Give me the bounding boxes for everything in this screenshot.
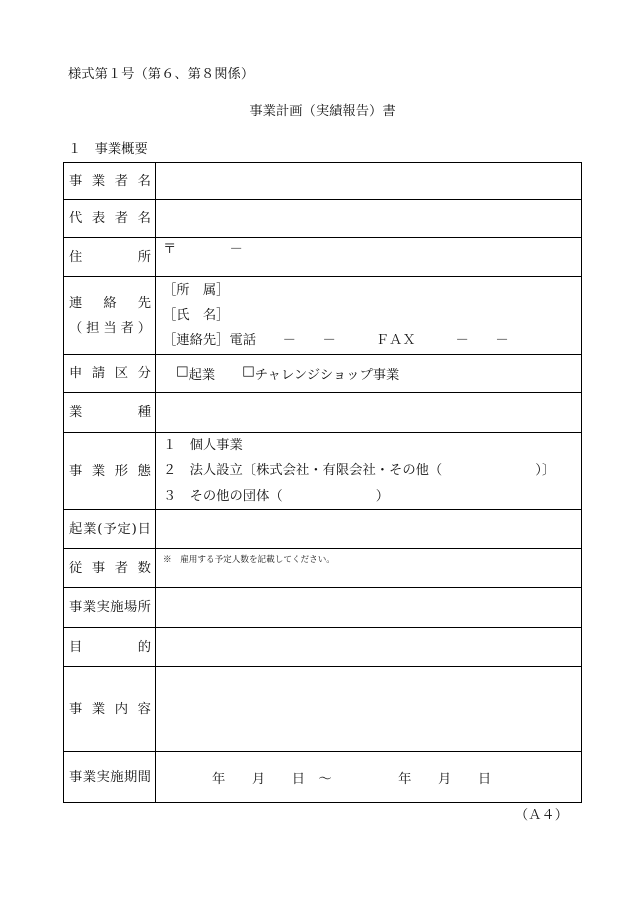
label-char: 業 — [69, 405, 83, 420]
label-char: 業 — [82, 600, 97, 615]
label-char: 業 — [83, 521, 97, 537]
label-char: （ — [69, 320, 83, 336]
field-industry — [156, 393, 582, 433]
label-employees — [64, 549, 156, 588]
label-char: ） — [137, 320, 151, 336]
field-period — [156, 752, 582, 803]
option-startup — [176, 364, 215, 383]
checkbox-icon: □ — [176, 364, 189, 379]
section-heading: １ 事業概要 — [68, 142, 148, 157]
label-char: 事 — [91, 560, 106, 576]
label-text — [69, 635, 151, 660]
label-char: 場 — [123, 600, 138, 615]
label-text — [69, 206, 151, 231]
label-char: 者 — [114, 560, 129, 576]
label-subtext — [69, 316, 151, 341]
label-text — [69, 459, 151, 484]
label-char: 従 — [69, 560, 83, 576]
label-char: 的 — [137, 639, 151, 655]
field-address — [156, 238, 582, 277]
label-char: 目 — [69, 639, 83, 655]
label-description — [64, 667, 156, 752]
label-char: 事 — [69, 173, 83, 189]
postal-code-line: 〒 － — [163, 242, 243, 257]
label-char: 実 — [96, 769, 110, 785]
label-business-name — [64, 163, 156, 200]
label-char: 連 — [69, 295, 83, 311]
field-business-name — [156, 163, 582, 200]
label-char: 事 — [69, 600, 83, 615]
label-char: 数 — [137, 560, 151, 576]
option-label: 起業 — [188, 368, 216, 383]
label-char: ) — [131, 521, 137, 537]
label-business-form — [64, 433, 156, 510]
checkbox-icon: □ — [242, 364, 255, 379]
label-char: 名 — [137, 173, 151, 189]
label-char: 者 — [114, 211, 129, 226]
label-char: 日 — [137, 521, 151, 537]
business-form-item: １ 個人事業 — [163, 437, 243, 453]
field-representative — [156, 200, 582, 238]
label-char: 分 — [137, 366, 151, 381]
label-char: 表 — [91, 211, 106, 226]
contact-name: ［氏 名］ — [163, 308, 230, 323]
label-char: 業 — [91, 173, 106, 189]
label-char: 者 — [114, 173, 129, 189]
contact-lines — [163, 278, 509, 353]
label-application-type — [64, 355, 156, 393]
label-char: 業 — [91, 463, 106, 479]
label-text — [69, 556, 151, 581]
period-dates: 年 月 日 ～ 年 月 日 — [212, 771, 492, 787]
label-text — [69, 169, 151, 194]
label-text — [69, 400, 151, 425]
label-char: 名 — [137, 211, 151, 226]
field-location — [156, 588, 582, 628]
label-char: 容 — [137, 701, 151, 717]
label-char: 代 — [69, 211, 83, 226]
paper-size-label: （Ａ４） — [514, 808, 568, 823]
business-form-item: ３ その他の団体（ ） — [163, 488, 390, 504]
field-business-form — [156, 433, 582, 510]
label-char: 所 — [137, 600, 151, 615]
label-char: 請 — [91, 366, 106, 381]
field-start-date — [156, 510, 582, 549]
label-text — [69, 361, 151, 386]
label-char: ( — [97, 521, 103, 537]
label-char: 先 — [137, 295, 151, 311]
label-contact — [64, 277, 156, 355]
label-char: 業 — [91, 701, 106, 717]
contact-phone-fax: ［連絡先］電話 － － ＦＡＸ － － — [163, 333, 509, 348]
business-form-item: ２ 法人設立〔株式会社・有限会社・その他（ ）〕 — [163, 463, 556, 479]
label-text — [69, 595, 151, 620]
label-char: 起 — [69, 521, 83, 537]
label-char: 事 — [69, 463, 83, 479]
label-text — [69, 245, 151, 270]
label-start-date — [64, 510, 156, 549]
label-char: 予 — [103, 521, 117, 537]
label-char: 区 — [114, 366, 129, 381]
label-char: 施 — [110, 600, 124, 615]
label-purpose — [64, 628, 156, 667]
label-char: 申 — [69, 366, 83, 381]
label-char: 内 — [114, 701, 129, 717]
field-purpose — [156, 628, 582, 667]
label-char: 当 — [103, 320, 117, 336]
label-period — [64, 752, 156, 803]
label-char: 者 — [120, 320, 134, 336]
label-char: 定 — [117, 521, 131, 537]
field-application-type — [156, 355, 582, 393]
label-representative — [64, 200, 156, 238]
label-char: 住 — [69, 249, 83, 265]
option-challenge-shop — [242, 364, 399, 383]
label-char: 担 — [86, 320, 100, 336]
form-table — [63, 162, 582, 803]
label-text — [69, 765, 151, 790]
label-char: 事 — [69, 769, 83, 785]
label-char: 間 — [137, 769, 151, 785]
label-char: 期 — [123, 769, 138, 785]
label-char: 業 — [82, 769, 97, 785]
label-address — [64, 238, 156, 277]
label-char: 事 — [69, 701, 83, 717]
label-text — [69, 517, 151, 542]
label-char: 形 — [114, 463, 129, 479]
form-number: 様式第１号（第６、第８関係） — [68, 67, 255, 82]
field-employees — [156, 549, 582, 588]
label-char: 所 — [137, 249, 151, 265]
employees-note: ※ 雇用する予定人数を記載してください。 — [163, 555, 335, 565]
label-char: 種 — [137, 405, 151, 420]
document-title: 事業計画（実績報告）書 — [249, 104, 396, 119]
field-contact — [156, 277, 582, 355]
business-form-list — [163, 433, 555, 509]
label-text — [69, 291, 151, 316]
label-char: 実 — [96, 600, 110, 615]
field-description — [156, 667, 582, 752]
label-char: 絡 — [103, 295, 117, 311]
contact-affiliation: ［所 属］ — [163, 283, 230, 298]
label-industry — [64, 393, 156, 433]
option-label: チャレンジショップ事業 — [254, 368, 400, 383]
label-char: 態 — [137, 463, 151, 479]
label-text — [69, 697, 151, 722]
label-char: 施 — [110, 769, 124, 785]
label-location — [64, 588, 156, 628]
